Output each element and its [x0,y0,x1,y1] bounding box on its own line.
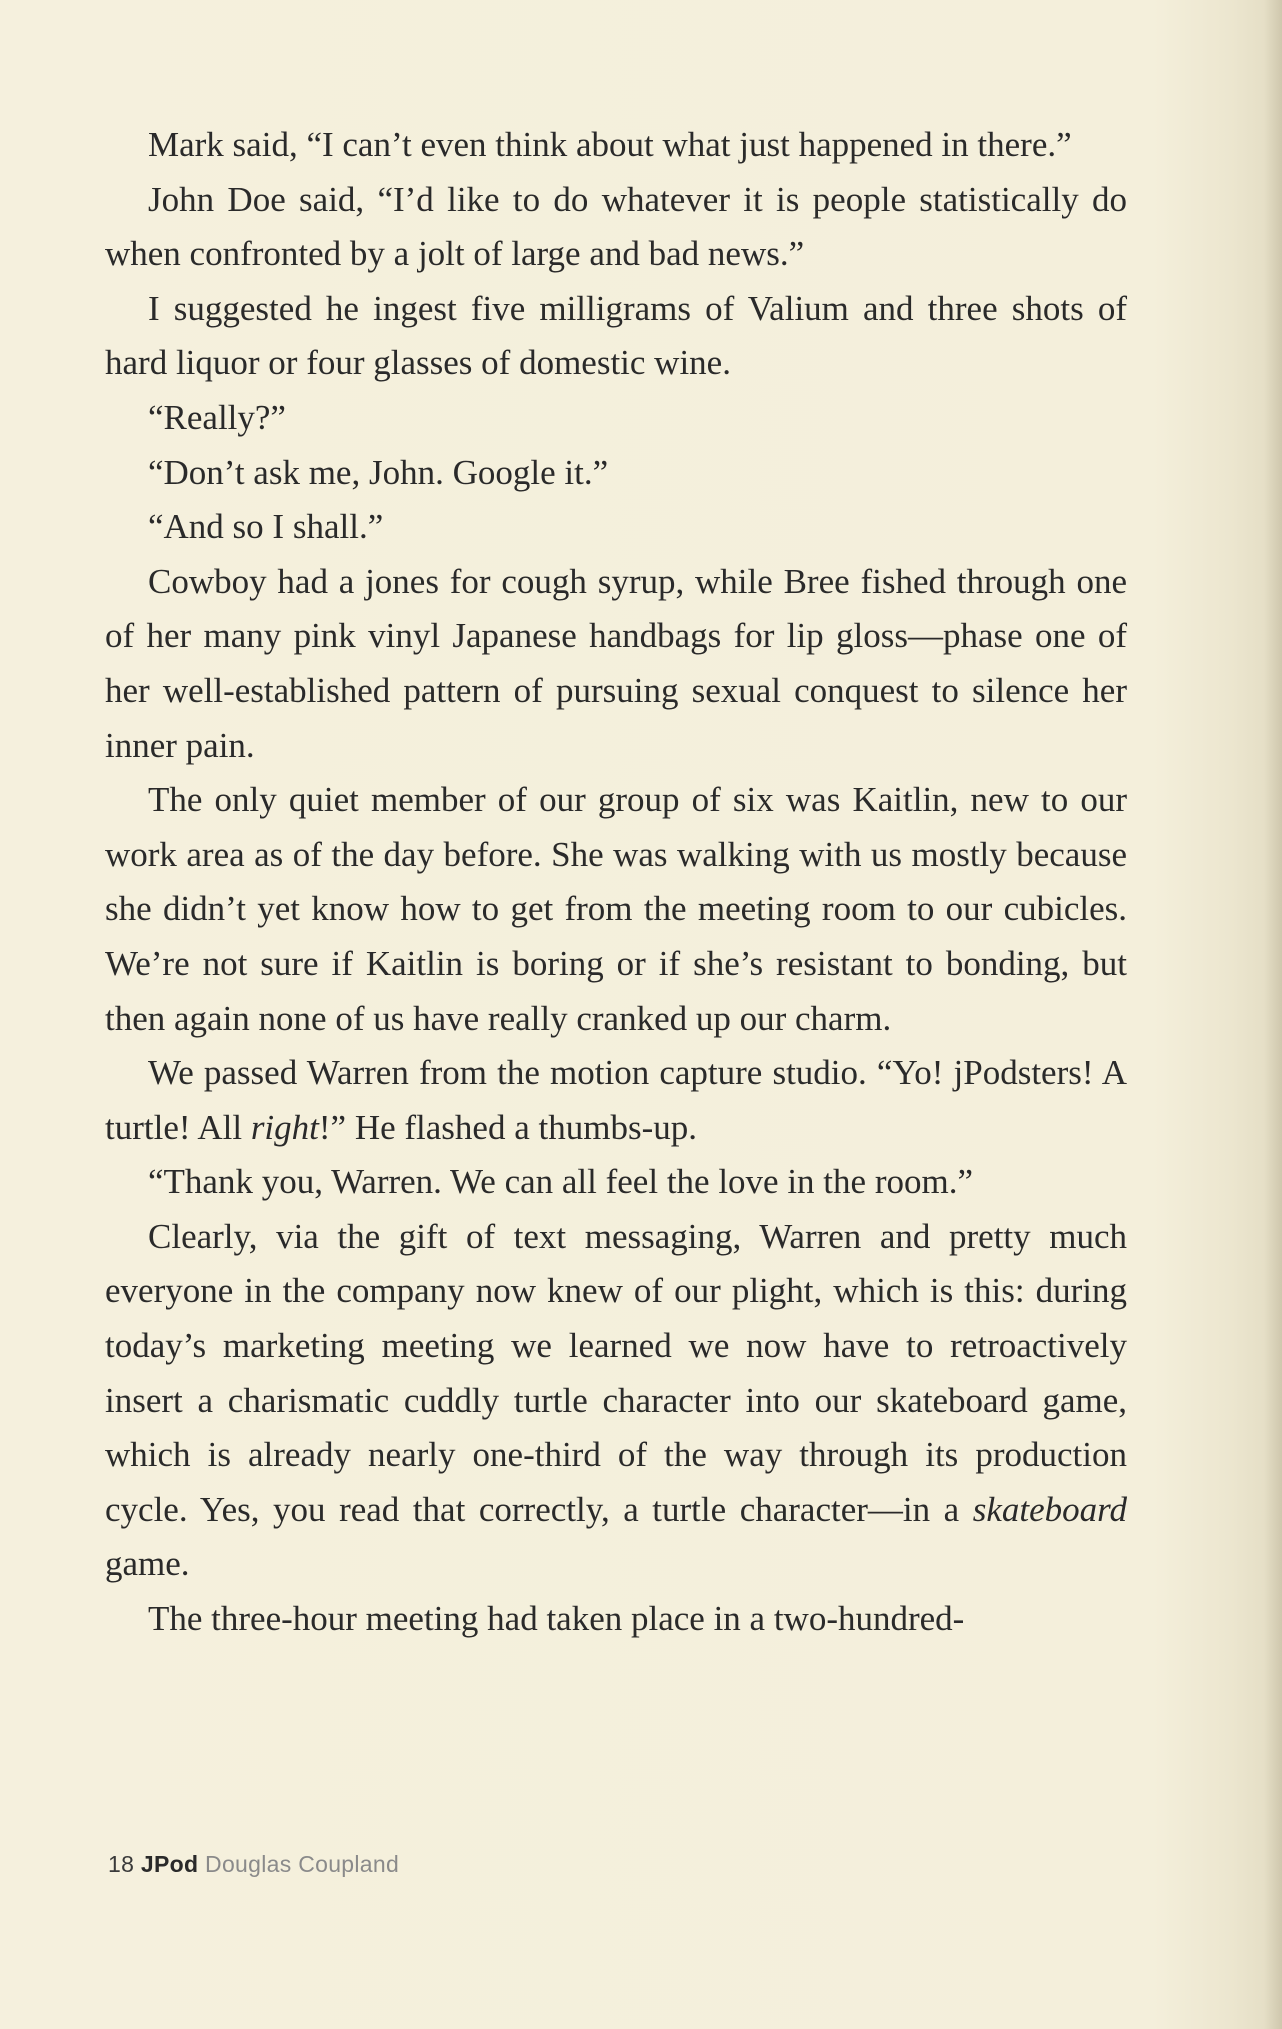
paragraph-text: !” He flashed a thumbs-up. [318,1107,697,1147]
emphasis-text: skateboard [972,1489,1127,1529]
paragraph: “And so I shall.” [148,507,384,547]
book-author: Douglas Coupland [205,1851,400,1877]
book-title: JPod [140,1851,199,1877]
paragraph: “Don’t ask me, John. Google it.” [148,452,609,492]
paragraph: Mark said, “I can’t even think about what just happened in there.” [148,125,1072,164]
paragraph: John Doe said, “I’d like to do whatever it is people statistically do when confronted by a jolt of large and bad news.” [105,179,1127,274]
paragraph: “Really?” [148,397,286,437]
body-text [105,118,1127,1647]
page-footer [108,1851,399,1878]
paragraph-text: We passed Warren from the motion capture studio. “Yo! jPodsters! A turtle! All [105,1053,1127,1147]
paragraph [105,1210,1127,1592]
paragraph [105,1046,1127,1155]
paragraph-text: game. [105,1544,190,1584]
paragraph: The only quiet member of our group of six was Kaitlin, new to our work area as of the day before. She was walking with us mostly because she didn’t yet know how to get from the meeting room to our cubicles. We’re not sure if Kaitlin is boring or if she’s resistant to bonding, but then again none of us have really cranked up our charm. [105,780,1127,1038]
paragraph: The three-hour meeting had taken place in a two-hundred- [148,1599,965,1639]
page-number: 18 [108,1851,135,1877]
page-gutter-shadow [1264,0,1282,2029]
emphasis-text: right [250,1107,319,1147]
paragraph-text: Clearly, via the gift of text messaging, Warren and pretty much everyone in the company now knew of our plight, which is this: during today’s marketing meeting we learned we now have to retroactively insert a charismatic cuddly turtle character into our skateboard game, which is already nearly one-third of the way through its production cycle. Yes, you read that correctly, a turtle character—in a [105,1216,1127,1529]
paragraph: Cowboy had a jones for cough syrup, while Bree fished through one of her many pink vinyl Japanese handbags for lip gloss—phase one of her well-established pattern of pursuing sexual conquest to silence her inner pain. [105,561,1127,765]
paragraph: I suggested he ingest five milligrams of Valium and three shots of hard liquor or four glasses of domestic wine. [105,288,1127,383]
paragraph: “Thank you, Warren. We can all feel the love in the room.” [148,1162,973,1202]
